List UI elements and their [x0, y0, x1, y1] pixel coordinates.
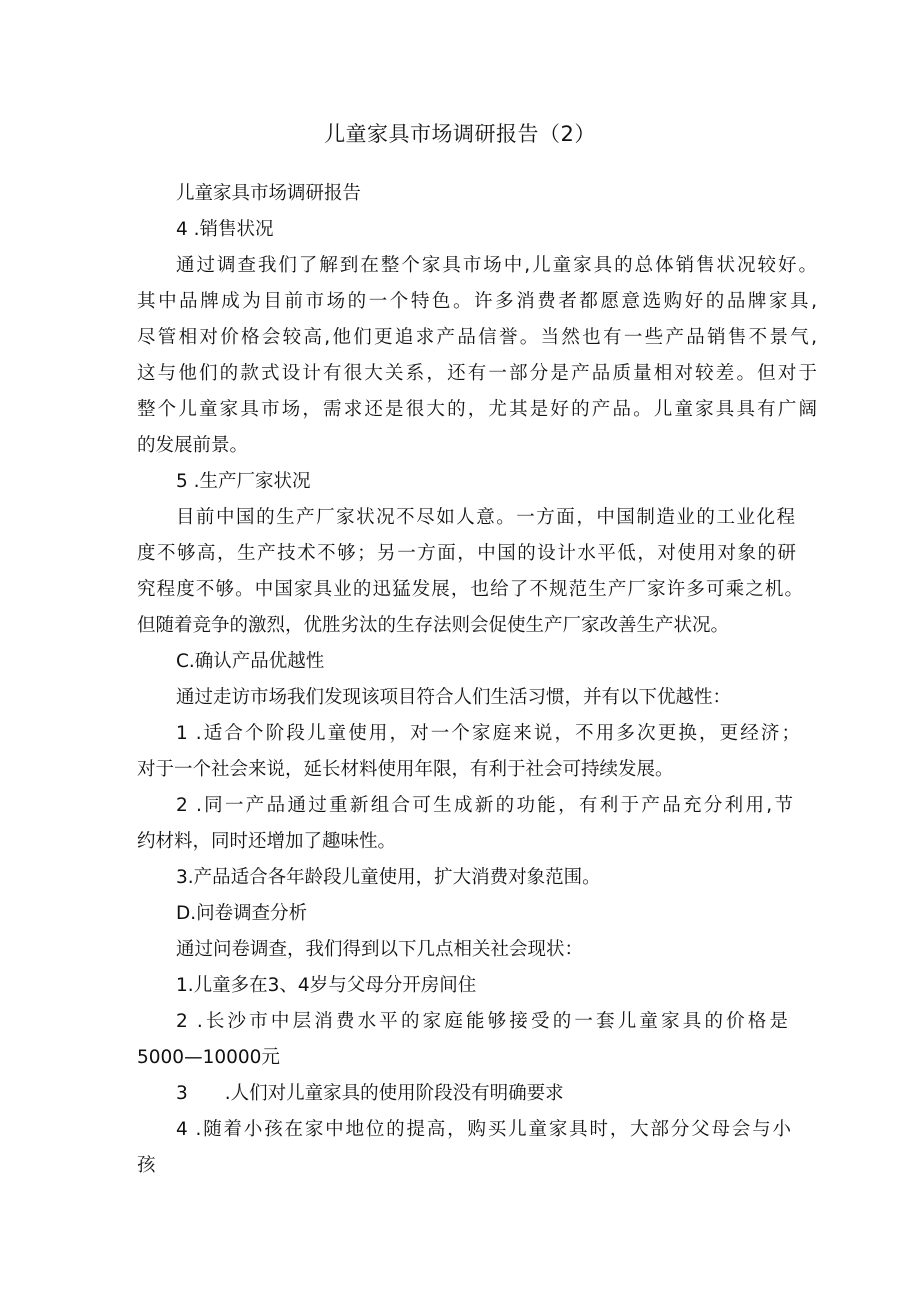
paragraph-line: 通过走访市场我们发现该项目符合人们生活习惯，并有以下优越性： [176, 687, 732, 708]
paragraph-line: 尽管相对价格会较高,他们更追求产品信誉。当然也有一些产品销售不景气, [137, 327, 817, 348]
list-item-line: 5000—10000元 [137, 1047, 280, 1068]
paragraph-line: 通过问卷调查，我们得到以下几点相关社会现状： [176, 939, 584, 960]
list-item-line: 2 .同一产品通过重新组合可生成新的功能，有利于产品充分利用,节 [176, 795, 793, 816]
paragraph-line: 究程度不够。中国家具业的迅猛发展，也给了不规范生产厂家许多可乘之机。 [137, 579, 803, 600]
paragraph-line: 但随着竞争的激烈，优胜劣汰的生存法则会促使生产厂家改善生产状况。 [137, 615, 730, 636]
subtitle-line: 儿童家具市场调研报告 [176, 183, 362, 204]
list-item-line: 1 .适合个阶段儿童使用，对一个家庭来说，不用多次更换，更经济； [176, 723, 800, 744]
document-title: 儿童家具市场调研报告（2） [324, 122, 596, 146]
paragraph-line: 目前中国的生产厂家状况不尽如人意。一方面，中国制造业的工业化程 [176, 507, 795, 528]
paragraph-line: 其中品牌成为目前市场的一个特色。许多消费者都愿意选购好的品牌家具, [137, 291, 817, 312]
list-item-line: 1.儿童多在3、4岁与父母分开房间住 [176, 975, 477, 996]
paragraph-line: 的发展前景。 [137, 435, 249, 456]
paragraph-line: 度不够高，生产技术不够；另一方面，中国的设计水平低，对使用对象的研 [137, 543, 796, 564]
list-item-line: 3.产品适合各年龄段儿童使用，扩大消费对象范围。 [176, 867, 601, 888]
paragraph-line: 整个儿童家具市场，需求还是很大的，尤其是好的产品。儿童家具具有广阔 [137, 399, 817, 420]
list-item-line: 3 .人们对儿童家具的使用阶段没有明确要求 [176, 1083, 564, 1104]
section-heading-advantages: C.确认产品优越性 [176, 651, 325, 672]
paragraph-line: 通过调查我们了解到在整个家具市场中,儿童家具的总体销售状况较好。 [176, 255, 817, 276]
paragraph-line: 这与他们的款式设计有很大关系，还有一部分是产品质量相对较差。但对于 [137, 363, 817, 384]
section-heading-manufacturers: 5 .生产厂家状况 [176, 471, 311, 492]
list-item-line: 约材料，同时还增加了趣味性。 [137, 831, 397, 852]
list-item-line: 2 .长沙市中层消费水平的家庭能够接受的一套儿童家具的价格是 [176, 1011, 788, 1032]
list-item-line: 对于一个社会来说，延长材料使用年限，有利于社会可持续发展。 [137, 759, 674, 780]
section-heading-sales: 4 .销售状况 [176, 219, 274, 240]
section-heading-survey: D.问卷调查分析 [176, 903, 308, 924]
list-item-line: 4 .随着小孩在家中地位的提高，购买儿童家具时，大部分父母会与小 [176, 1119, 791, 1140]
list-item-line: 孩 [137, 1155, 156, 1176]
